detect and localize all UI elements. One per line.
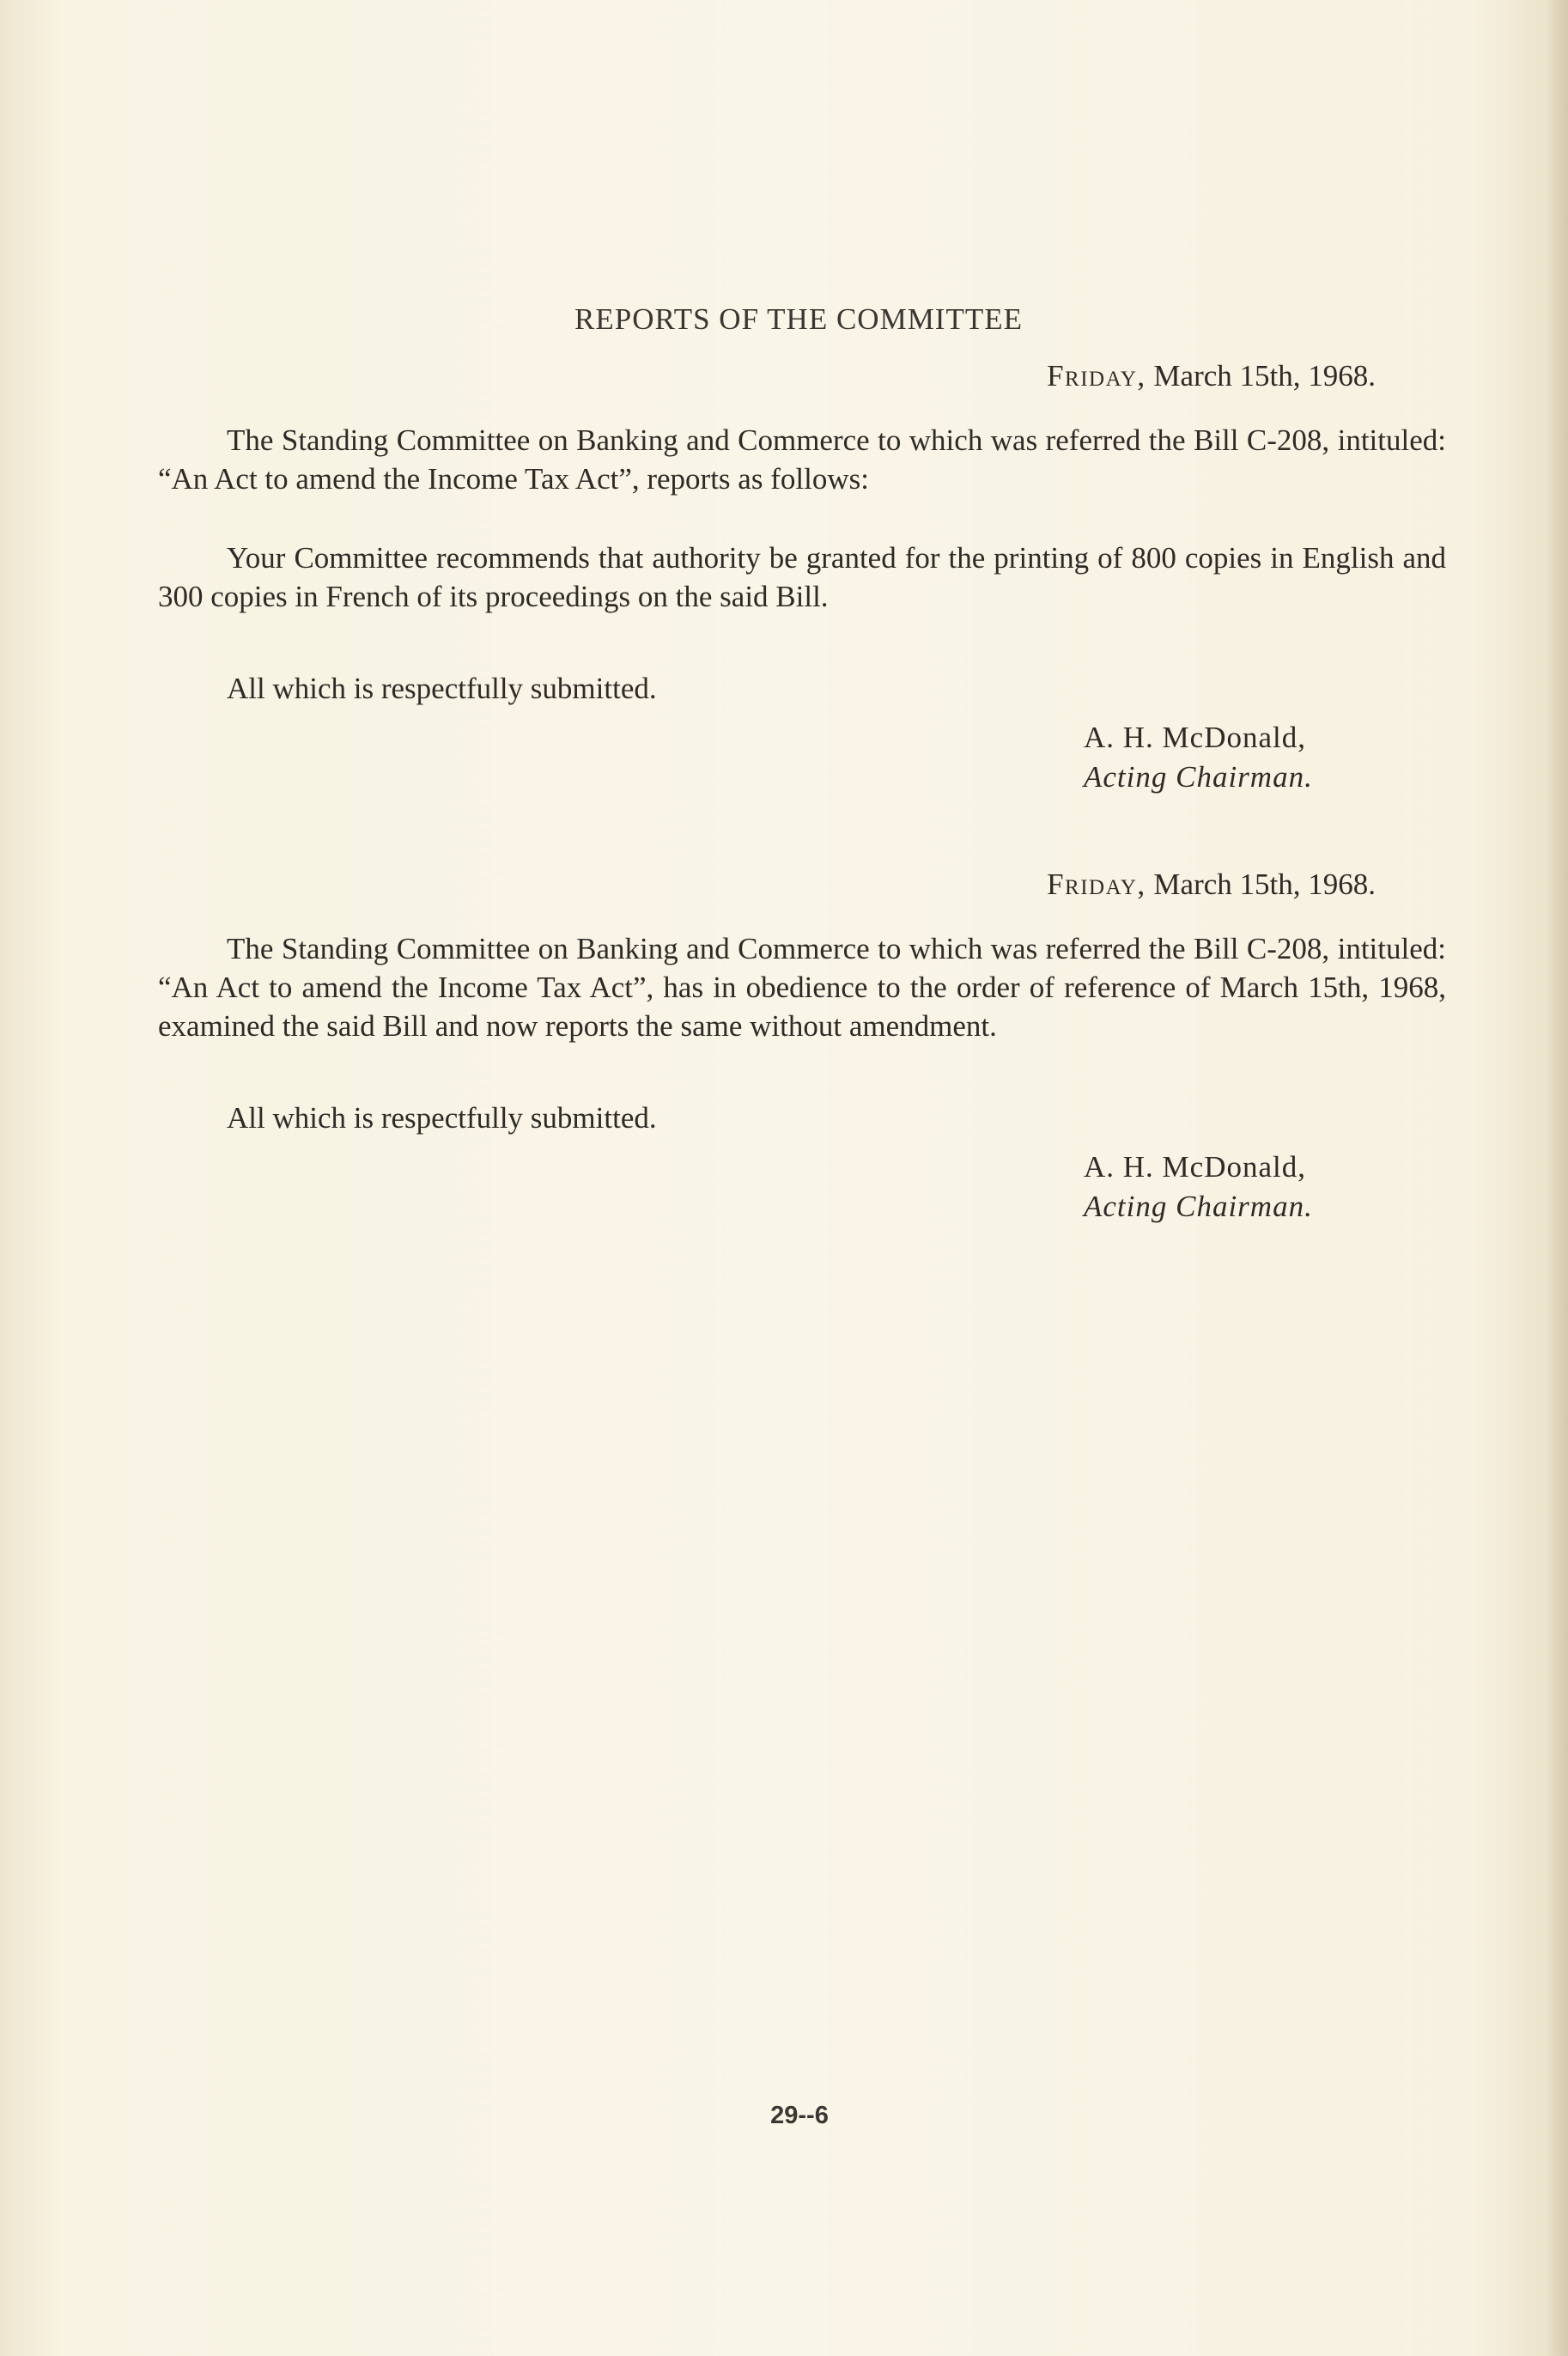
signature-name: A. H. McDonald,	[1084, 721, 1306, 754]
closing-line: All which is respectfully submitted.	[227, 1101, 657, 1135]
report-paragraph	[158, 421, 1446, 498]
page-heading: REPORTS OF THE COMMITTEE	[574, 302, 1023, 336]
report-date	[1047, 359, 1376, 393]
report-paragraph	[158, 539, 1446, 616]
signature-title: Acting Chairman.	[1084, 760, 1313, 794]
report-date-day: Friday,	[1047, 359, 1146, 393]
page-edge-shadow	[1546, 0, 1568, 2356]
signature-name: A. H. McDonald,	[1084, 1150, 1306, 1184]
report-date-text: March 15th, 1968.	[1153, 359, 1376, 393]
report-date	[1047, 868, 1376, 902]
signature-block	[1084, 718, 1313, 797]
report-date-text: March 15th, 1968.	[1153, 868, 1376, 901]
closing-line: All which is respectfully submitted.	[227, 672, 657, 705]
report-paragraph-text: The Standing Committee on Banking and Commerce to which was referred the Bill C-208, intituled: “An Act to amend the Income Tax Act”, reports as follows:	[158, 423, 1446, 496]
report-paragraph-text: Your Committee recommends that authority be granted for the printing of 800 copies in English and 300 copies in French of its proceedings on the said Bill.	[158, 541, 1446, 613]
report-paragraph	[158, 929, 1446, 1045]
signature-block	[1084, 1148, 1313, 1227]
page-number: 29--6	[770, 2102, 829, 2129]
signature-title: Acting Chairman.	[1084, 1190, 1313, 1223]
report-date-day: Friday,	[1047, 868, 1146, 901]
report-paragraph-text: The Standing Committee on Banking and Commerce to which was referred the Bill C-208, intituled: “An Act to amend the Income Tax Act”, has in obedience to the order of reference of March 15th, 1968, examined the said Bill and now reports the same without amendment.	[158, 932, 1446, 1043]
